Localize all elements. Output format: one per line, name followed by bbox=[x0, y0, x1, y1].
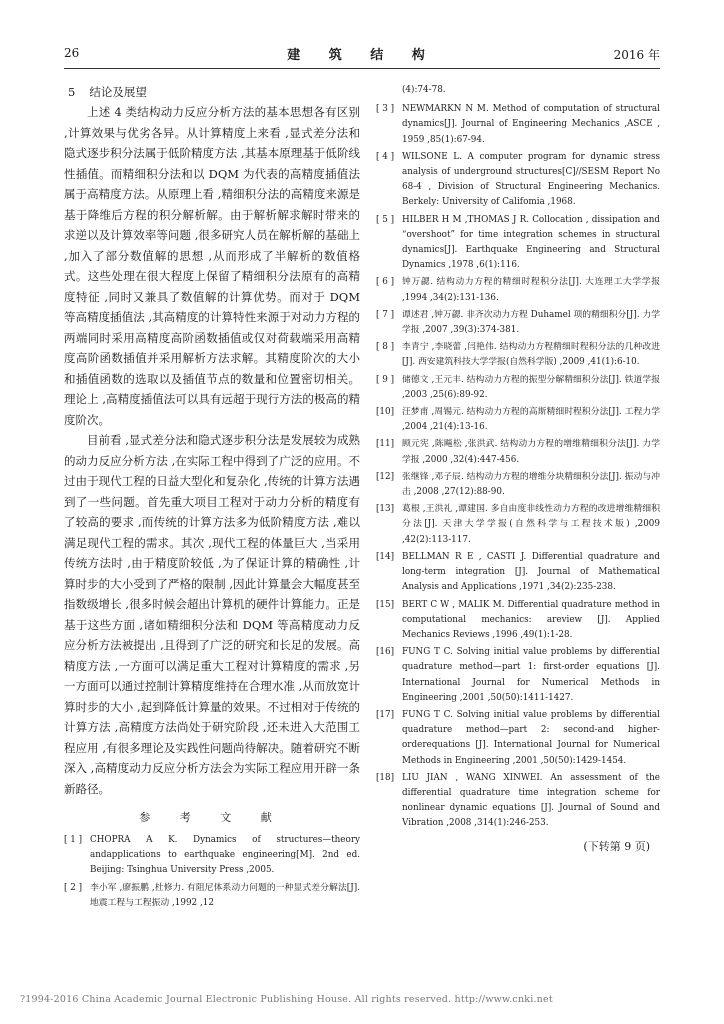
reference-text: NEWMARKN N M. Method of computation of structural dynamics[J]. Journal of Engineering Mechanics ,ASCE , 1959 ,85(1):67-94. bbox=[402, 104, 660, 145]
reference-text: BERT C W , MALIK M. Differential quadrature method in computational mechanics: areview [J]. Applied Mechanics Reviews ,1996 ,49(1):1-28. bbox=[402, 599, 660, 640]
reference-text: 储德文 ,王元丰. 结构动力方程的振型分解精细积分法[J]. 铁道学报 ,2003 ,25(6):89-92. bbox=[402, 374, 660, 400]
page-header bbox=[64, 44, 660, 66]
reference-number: [16] bbox=[376, 647, 395, 658]
reference-number: [10] bbox=[376, 407, 395, 418]
reference-item bbox=[376, 550, 660, 596]
reference-item bbox=[376, 102, 660, 148]
reference-item bbox=[376, 502, 660, 548]
reference-item bbox=[64, 881, 360, 911]
reference-number: [ 8 ] bbox=[376, 342, 395, 353]
publication-year: 2016 年 bbox=[613, 48, 660, 62]
reference-continuation: (4):74-78. bbox=[402, 85, 446, 95]
reference-item bbox=[64, 833, 360, 879]
reference-number: [ 1 ] bbox=[64, 835, 83, 845]
copyright-footer: ?1994-2016 China Academic Journal Electronic Publishing House. All rights reserved. http://www.cnki.net bbox=[20, 994, 553, 1005]
reference-text: WILSONE L. A computer program for dynamic stress analysis of underground structures[C]//SESM Report No 68-4 , Division of Structural Engineering Mechanics. Berkely: University of Califomia ,1968. bbox=[402, 151, 660, 208]
reference-number: [ 9 ] bbox=[376, 374, 395, 385]
left-column bbox=[64, 83, 360, 913]
reference-item bbox=[376, 308, 660, 338]
reference-item bbox=[376, 645, 660, 706]
reference-text: 李青宁 ,李晓蕾 ,闫艳伟. 结构动力方程精细时程积分法的几种改进[J]. 西安建筑科技大学学报(自然科学版) ,2009 ,41(1):6-10. bbox=[402, 342, 660, 368]
reference-number: [11] bbox=[376, 439, 395, 450]
reference-number: [ 4 ] bbox=[376, 151, 395, 162]
reference-text: 顾元宪 ,陈飚松 ,张洪武. 结构动力方程的增维精细积分法[J]. 力学学报 ,2000 ,32(4):447-456. bbox=[402, 439, 660, 465]
reference-number: [ 2 ] bbox=[64, 882, 83, 893]
reference-number: [18] bbox=[376, 772, 395, 783]
reference-number: [ 5 ] bbox=[376, 214, 395, 225]
reference-item bbox=[376, 213, 660, 274]
section-number: 5 bbox=[68, 85, 76, 99]
reference-item bbox=[376, 771, 660, 832]
reference-text: 钟万勰. 结构动力方程的精细时程积分法[J]. 大连理工大学学报 ,1994 ,34(2):131-136. bbox=[402, 277, 660, 303]
references-heading: 参 考 文 献 bbox=[139, 811, 285, 824]
reference-number: [ 6 ] bbox=[376, 277, 395, 288]
reference-item bbox=[376, 405, 660, 435]
reference-number: [14] bbox=[376, 551, 395, 562]
reference-text: BELLMAN R E , CASTI J. Differential quadrature and long-term integration [J]. Journal of Mathematical Analysis and Applications ,1971 ,34(2):235-238. bbox=[402, 551, 660, 593]
reference-text: CHOPRA A K. Dynamics of structures—theory andapplications to earthquake engineering[M]. 2nd ed. Beijing: Tsinghua University Press ,2005. bbox=[90, 835, 360, 876]
reference-number: [17] bbox=[376, 709, 395, 720]
reference-number: [12] bbox=[376, 471, 395, 482]
reference-text: LIU JIAN , WANG XINWEI. An assessment of the differential quadrature time integration scheme for nonlinear dynamic equations [J]. Journal of Sound and Vibration ,2008 ,314(1):246-253. bbox=[402, 772, 660, 829]
reference-item bbox=[376, 598, 660, 644]
journal-title: 建 筑 结 构 bbox=[287, 48, 437, 63]
continued-note: (下转第 9 页) bbox=[583, 839, 650, 853]
header-rule bbox=[64, 68, 660, 69]
reference-text: FUNG T C. Solving initial value problems by differential quadrature method—part 1: first-order equations [J]. International Journal for Numerical Methods in Engineering ,2001 ,50(50):1411-1427. bbox=[402, 647, 660, 703]
page-number: 26 bbox=[64, 46, 80, 60]
reference-text: 汪梦甫 ,周锡元. 结构动力方程的高斯精细时程积分法[J]. 工程力学 ,2004 ,21(4):13-16. bbox=[402, 407, 660, 433]
reference-list bbox=[376, 102, 660, 831]
reference-text: HILBER H M ,THOMAS J R. Collocation , dissipation and “overshoot” for time integration schemes in structural dynamics[J]. Earthquake Engineering and Structural Dynamics ,1978 ,6(1):116. bbox=[402, 214, 660, 271]
reference-text: FUNG T C. Solving initial value problems by differential quadrature method—part 2: second-and higher-orderequations [J]. International Journal for Numerical Methods in Engineering ,2001 ,50(50):1429-1454. bbox=[402, 709, 660, 766]
reference-item bbox=[376, 275, 660, 305]
section-heading bbox=[68, 83, 360, 102]
reference-item bbox=[376, 437, 660, 467]
paragraph-outlook: 目前看 ,显式差分法和隐式逐步积分法是发展较为成熟的动力反应分析方法 ,在实际工程中得到了广泛的应用。不过由于现代工程的日益大型化和复杂化 ,传统的计算方法遇到了一些问题。首先重大项目工程对于动力分析的精度有了较高的要求 ,而传统的计算方法多为低阶精度方法 ,难以满足现代工程的需求。其次 ,现代工程的体量巨大 ,当采用传统方法时 ,由于精度阶较低 ,为了保证计算的精确性 ,计算时步的大小受到了严格的限制 ,因此计算量会大幅度甚至指数级增长 ,很多时候会超出计算机的硬件计算能力。正是基于这些方面 ,诸如精细积分法和 DQM 等高精度动力反应分析方法被提出 ,且得到了广泛的研究和长足的发展。高精度方法 ,一方面可以满足重大工程对计算精度的需求 ,另一方面可以通过控制计算精度维持在合理水准 ,从而放宽计算时步的大小 ,起到降低计算量的效果。不过相对于传统的计算方法 ,高精度方法尚处于研究阶段 ,还未进入大范围工程应用 ,有很多理论及实践性问题尚待解决。随着研究不断深入 ,高精度动力反应分析方法会为实际工程应用开辟一条新路径。 bbox=[64, 433, 360, 796]
reference-number: [ 3 ] bbox=[376, 104, 395, 115]
reference-text: 李小军 ,廖振鹏 ,杜修力. 有阻尼体系动力问题的一种显式差分解法[J]. 地震工程与工程振动 ,1992 ,12 bbox=[90, 882, 360, 908]
reference-item bbox=[376, 340, 660, 370]
reference-number: [ 7 ] bbox=[376, 309, 395, 320]
reference-number: [15] bbox=[376, 599, 395, 610]
section-title: 结论及展望 bbox=[89, 85, 147, 99]
reference-number: [13] bbox=[376, 504, 395, 515]
right-column bbox=[376, 83, 660, 854]
reference-text: 张继锋 ,邓子辰. 结构动力方程的增维分块精细积分法[J]. 振动与冲击 ,2008 ,27(12):88-90. bbox=[402, 471, 660, 498]
reference-item bbox=[376, 470, 660, 500]
reference-text: 葛根 ,王洪礼 ,谭建国. 多自由度非线性动力方程的改进增维精细积分法[J]. 天津大学学报(自然科学与工程技术版) ,2009 ,42(2):113-117. bbox=[402, 504, 660, 545]
reference-item bbox=[376, 708, 660, 769]
reference-item bbox=[376, 150, 660, 211]
reference-text: 谭述君 ,钟万勰. 非齐次动力方程 Duhamel 项的精细积分[J]. 力学学报 ,2007 ,39(3):374-381. bbox=[402, 309, 660, 336]
paragraph-summary: 上述 4 类结构动力反应分析方法的基本思想各有区别 ,计算效果与优劣各异。从计算精度上来看 ,显式差分法和隐式逐步积分法属于低阶精度方法 ,其基本原理基于低阶线性插值。而精细积分法和以 DQM 为代表的高精度插值法属于高精度方法。从原理上看 ,精细积分法的高精度来源是基于降维后方程的积分解析解。由于解析解求解时带来的求逆以及计算效率等问题 ,很多研究人员在解析解的基础上 ,加入了部分数值解的思想 ,从而形成了半解析的数值格式。这些处理在很大程度上保留了精细积分法原有的高精度特征 ,同时又兼具了数值解的计算优势。而对于 DQM 等高精度插值法 ,其高精度的计算特性来源于对动力方程的两端同时采用高精度高阶函数插值或仅对荷载端采用高精度高阶函数插值并采用解析方法求解。其精度阶次的大小和插值函数的选取以及插值节点的数量和位置密切相关。理论上 ,高精度插值法可以具有远超于现行方法的极高的精度阶次。 bbox=[64, 105, 360, 427]
reference-item bbox=[376, 373, 660, 403]
